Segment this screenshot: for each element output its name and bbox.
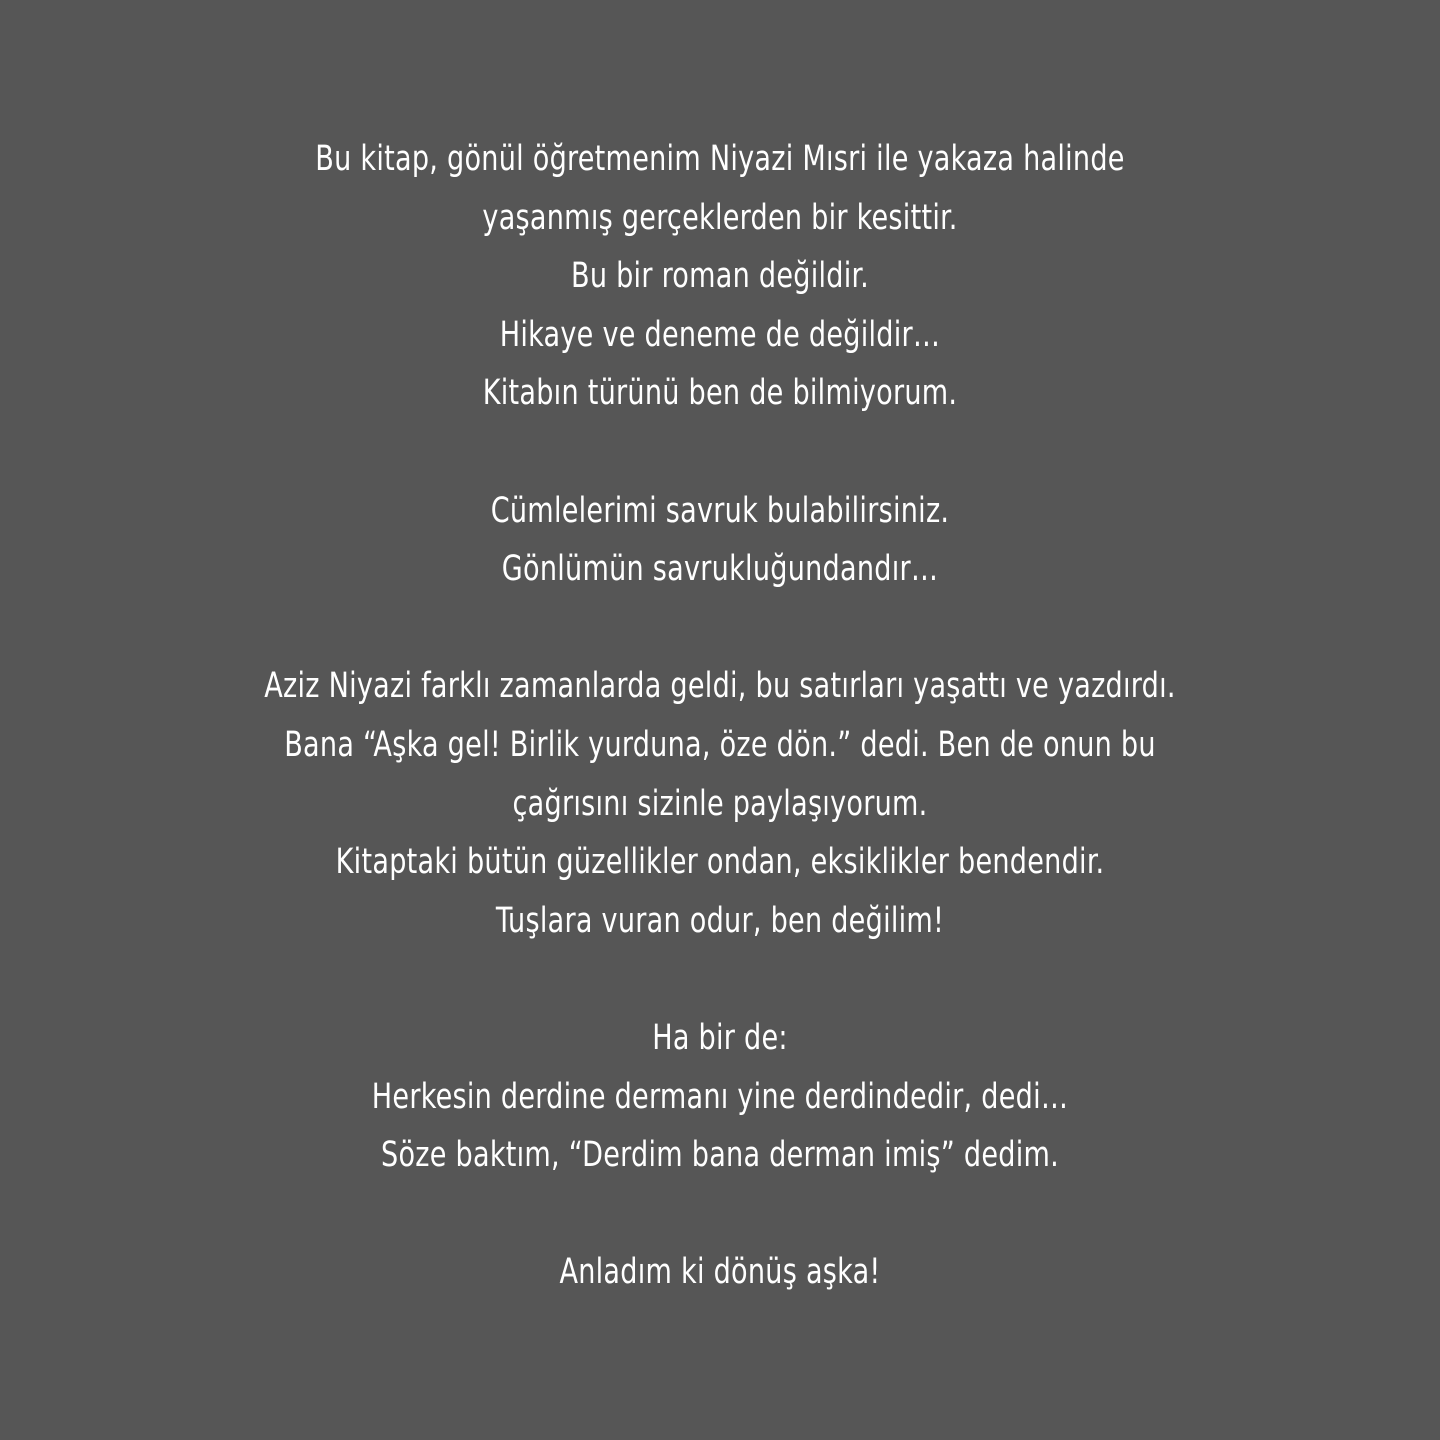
text-line: Tuşlara vuran odur, ben değilim!	[495, 900, 945, 941]
text-line: Söze baktım, “Derdim bana derman imiş” dedim.	[380, 1135, 1060, 1176]
text-line: Cümlelerimi savruk bulabilirsiniz.	[490, 490, 950, 531]
text-line: Ha bir de:	[652, 1017, 788, 1058]
text-line: yaşanmış gerçeklerden bir kesittir.	[482, 197, 958, 238]
text-line: Kitaptaki bütün güzellikler ondan, eksiklikler bendendir.	[335, 842, 1105, 883]
text-line: Herkesin derdine dermanı yine derdindedir, dedi…	[371, 1076, 1069, 1117]
paragraph-gap	[0, 1185, 1440, 1244]
text-line: çağrısını sizinle paylaşıyorum.	[512, 783, 928, 824]
text-line: Kitabın türünü ben de bilmiyorum.	[482, 373, 958, 414]
paragraph-gap	[0, 599, 1440, 658]
paragraph-gap	[0, 423, 1440, 482]
text-line: Hikaye ve deneme de değildir…	[499, 314, 941, 355]
text-line: Anladım ki dönüş aşka!	[559, 1252, 881, 1293]
text-line: Aziz Niyazi farklı zamanlarda geldi, bu satırları yaşattı ve yazdırdı.	[264, 666, 1176, 707]
paragraph-gap	[0, 950, 1440, 1009]
text-block	[0, 130, 1440, 1302]
text-line: Bu kitap, gönül öğretmenim Niyazi Mısri ile yakaza halinde	[315, 139, 1125, 179]
text-line: Gönlümün savrukluğundandır…	[501, 549, 939, 590]
text-line: Bana “Aşka gel! Birlik yurduna, öze dön.” dedi. Ben de onun bu	[284, 724, 1156, 765]
text-line: Bu bir roman değildir.	[570, 256, 870, 297]
